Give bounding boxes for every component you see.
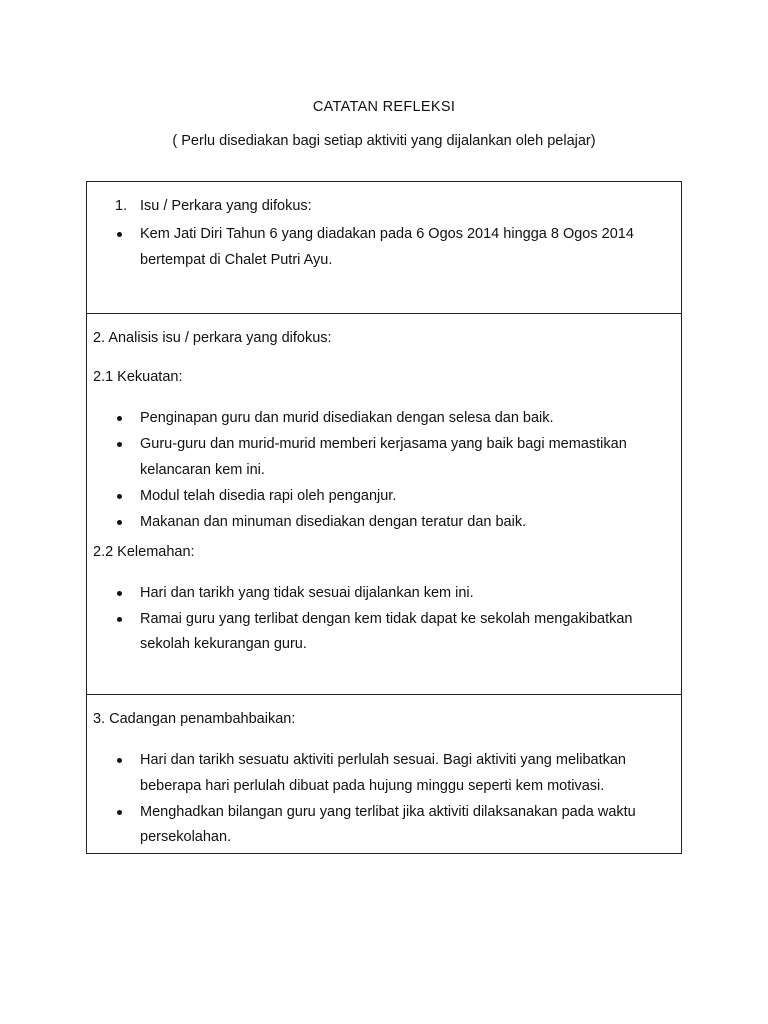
strengths-bullet-list [87,406,681,535]
list-item-text: Kem Jati Diri Tahun 6 yang diadakan pada 6 Ogos 2014 hingga 8 Ogos 2014 bertempat di Chalet Putri Ayu. [140,226,634,268]
bullet-icon [117,520,122,525]
list-item-text: Penginapan guru dan murid disediakan dengan selesa dan baik. [140,410,554,426]
suggestions-heading: 3. Cadangan penambahbaikan: [93,711,296,727]
list-item-text: Hari dan tarikh yang tidak sesuai dijalankan kem ini. [140,584,474,601]
issue-heading: Isu / Perkara yang difokus: [140,198,312,214]
suggestions-bullet-list [87,748,681,851]
analysis-heading: 2. Analisis isu / perkara yang difokus: [93,330,332,346]
list-item [87,222,681,273]
weaknesses-bullet-list [87,581,681,658]
list-item-text: Menghadkan bilangan guru yang terlibat jika aktiviti dilaksanakan pada waktu persekolahan. [140,803,636,845]
list-item-text: Makanan dan minuman disediakan dengan teratur dan baik. [140,513,527,530]
reflection-table [86,181,682,854]
list-item [87,800,681,851]
list-item-text: Hari dan tarikh sesuatu aktiviti perlulah sesuai. Bagi aktiviti yang melibatkan beberapa hari perlulah dibuat pada hujung minggu seperti kem motivasi. [140,752,626,794]
bullet-icon [117,442,122,447]
list-item-text: Ramai guru yang terlibat dengan kem tidak dapat ke sekolah mengakibatkan sekolah kekurangan guru. [140,610,633,652]
list-item [87,406,681,432]
section-analysis [87,314,681,695]
bullet-icon [117,810,122,815]
issue-bullet-list [87,222,681,273]
list-item [87,484,681,510]
list-item [87,510,681,536]
list-item [87,432,681,483]
section-suggestions [87,695,681,853]
bullet-icon [117,494,122,499]
bullet-icon [117,232,122,237]
list-item-text: Modul telah disedia rapi oleh penganjur. [140,487,397,504]
bullet-icon [117,591,122,596]
issue-heading-row [87,196,681,216]
bullet-icon [117,758,122,763]
document-title: CATATAN REFLEKSI [312,99,456,115]
issue-number: 1. [115,198,128,214]
bullet-icon [117,416,122,421]
list-item [87,607,681,658]
document-subtitle: ( Perlu disediakan bagi setiap aktiviti yang dijalankan oleh pelajar) [172,133,596,149]
weaknesses-heading: 2.2 Kelemahan: [93,543,195,560]
section-issue [87,182,681,314]
bullet-icon [117,617,122,622]
list-item-text: Guru-guru dan murid-murid memberi kerjasama yang baik bagi memastikan kelancaran kem ini. [140,436,627,478]
list-item [87,581,681,607]
strengths-heading: 2.1 Kekuatan: [93,369,183,385]
list-item [87,748,681,799]
